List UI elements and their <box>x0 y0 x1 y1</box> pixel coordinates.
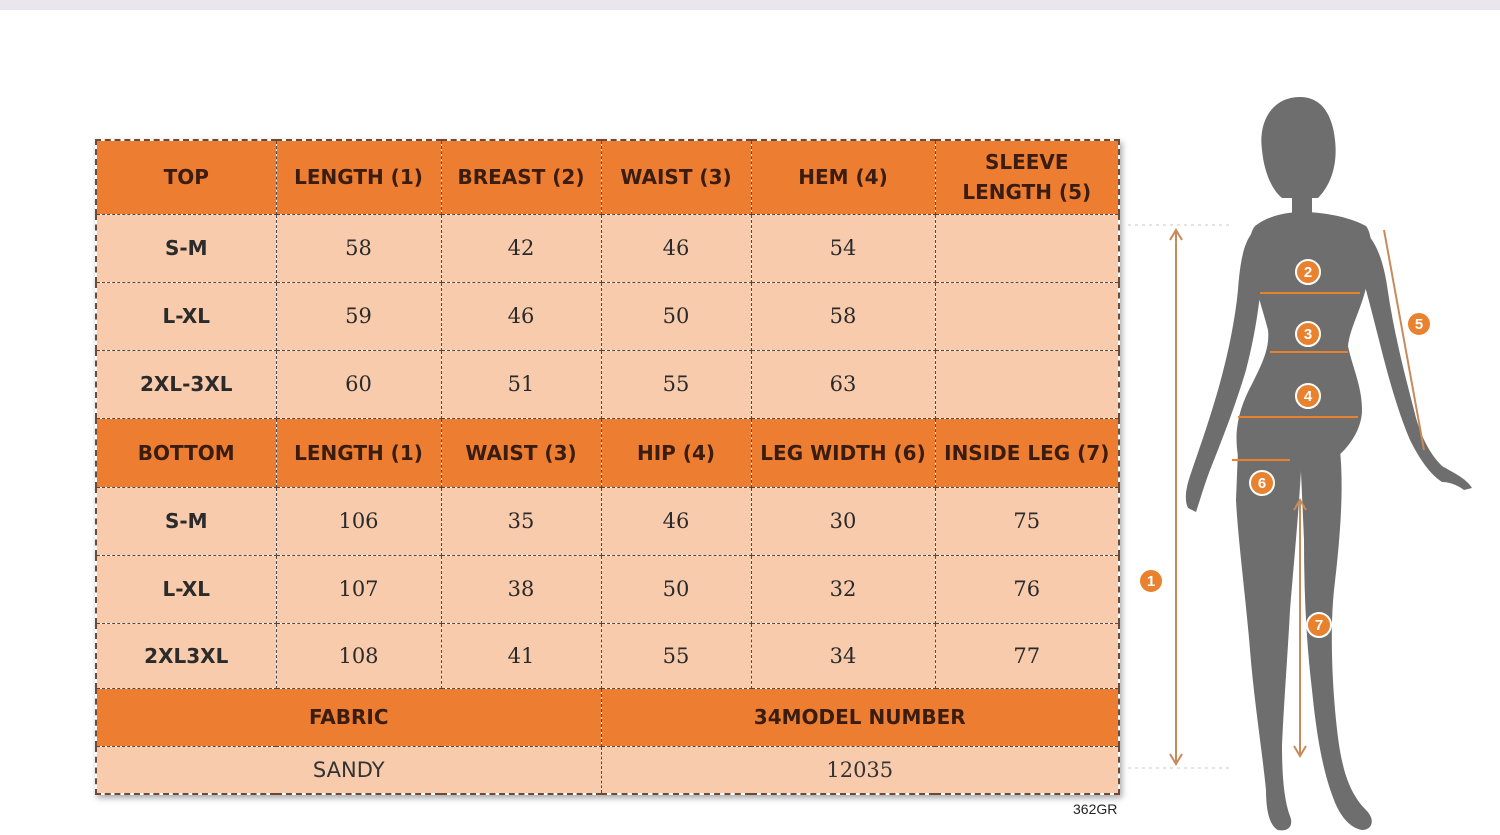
value-cell: 58 <box>751 282 935 350</box>
header-waist: WAIST (3) <box>601 140 751 214</box>
marker-3-label: 3 <box>1303 326 1313 343</box>
size-label: S-M <box>96 214 276 282</box>
model-number-label: 34MODEL NUMBER <box>601 688 1119 746</box>
value-cell: 34 <box>751 623 935 688</box>
marker-5-label: 5 <box>1414 316 1424 333</box>
fabric-label: FABRIC <box>96 688 601 746</box>
header-length: LENGTH (1) <box>276 140 441 214</box>
header-sleeve-length: SLEEVE LENGTH (5) <box>935 140 1119 214</box>
header-breast: BREAST (2) <box>441 140 601 214</box>
value-cell: 76 <box>935 555 1119 623</box>
value-cell: 54 <box>751 214 935 282</box>
header-hip: HIP (4) <box>601 418 751 487</box>
value-cell: 106 <box>276 487 441 555</box>
footer-header-row <box>96 688 1119 746</box>
value-cell: 41 <box>441 623 601 688</box>
table-row <box>96 555 1119 623</box>
value-cell: 46 <box>601 214 751 282</box>
product-code: 362GR <box>1073 801 1118 817</box>
table-row <box>96 214 1119 282</box>
header-length: LENGTH (1) <box>276 418 441 487</box>
value-cell: 30 <box>751 487 935 555</box>
value-cell: 46 <box>441 282 601 350</box>
marker-1-label: 1 <box>1146 573 1156 590</box>
size-label: L-XL <box>96 555 276 623</box>
table-row <box>96 623 1119 688</box>
size-label: L-XL <box>96 282 276 350</box>
value-cell <box>935 350 1119 418</box>
header-bottom: BOTTOM <box>96 418 276 487</box>
value-cell: 60 <box>276 350 441 418</box>
top-bar <box>0 0 1500 10</box>
value-cell: 107 <box>276 555 441 623</box>
size-label: S-M <box>96 487 276 555</box>
footer-value-row <box>96 746 1119 794</box>
table-row <box>96 282 1119 350</box>
body-measurement-figure <box>1120 90 1500 835</box>
value-cell: 35 <box>441 487 601 555</box>
header-hem: HEM (4) <box>751 140 935 214</box>
woman-silhouette-icon <box>1186 97 1472 830</box>
value-cell: 32 <box>751 555 935 623</box>
table-row <box>96 350 1119 418</box>
value-cell: 58 <box>276 214 441 282</box>
header-top: TOP <box>96 140 276 214</box>
value-cell: 55 <box>601 350 751 418</box>
header-inside-leg: INSIDE LEG (7) <box>935 418 1119 487</box>
header-leg-width: LEG WIDTH (6) <box>751 418 935 487</box>
marker-2-label: 2 <box>1303 264 1313 281</box>
value-cell: 75 <box>935 487 1119 555</box>
marker-4-label: 4 <box>1303 388 1313 405</box>
size-label: 2XL3XL <box>96 623 276 688</box>
value-cell: 108 <box>276 623 441 688</box>
header-waist: WAIST (3) <box>441 418 601 487</box>
fabric-value: SANDY <box>96 746 601 794</box>
value-cell: 38 <box>441 555 601 623</box>
top-header-row <box>96 140 1119 214</box>
marker-6-label: 6 <box>1257 475 1267 492</box>
value-cell: 63 <box>751 350 935 418</box>
value-cell: 42 <box>441 214 601 282</box>
value-cell: 59 <box>276 282 441 350</box>
value-cell <box>935 282 1119 350</box>
marker-7-label: 7 <box>1314 617 1324 634</box>
value-cell: 50 <box>601 555 751 623</box>
size-chart-table <box>95 139 1120 795</box>
value-cell: 55 <box>601 623 751 688</box>
value-cell: 77 <box>935 623 1119 688</box>
bottom-header-row <box>96 418 1119 487</box>
value-cell: 51 <box>441 350 601 418</box>
value-cell: 50 <box>601 282 751 350</box>
value-cell <box>935 214 1119 282</box>
table-row <box>96 487 1119 555</box>
value-cell: 46 <box>601 487 751 555</box>
size-label: 2XL-3XL <box>96 350 276 418</box>
model-number-value: 12035 <box>601 746 1119 794</box>
